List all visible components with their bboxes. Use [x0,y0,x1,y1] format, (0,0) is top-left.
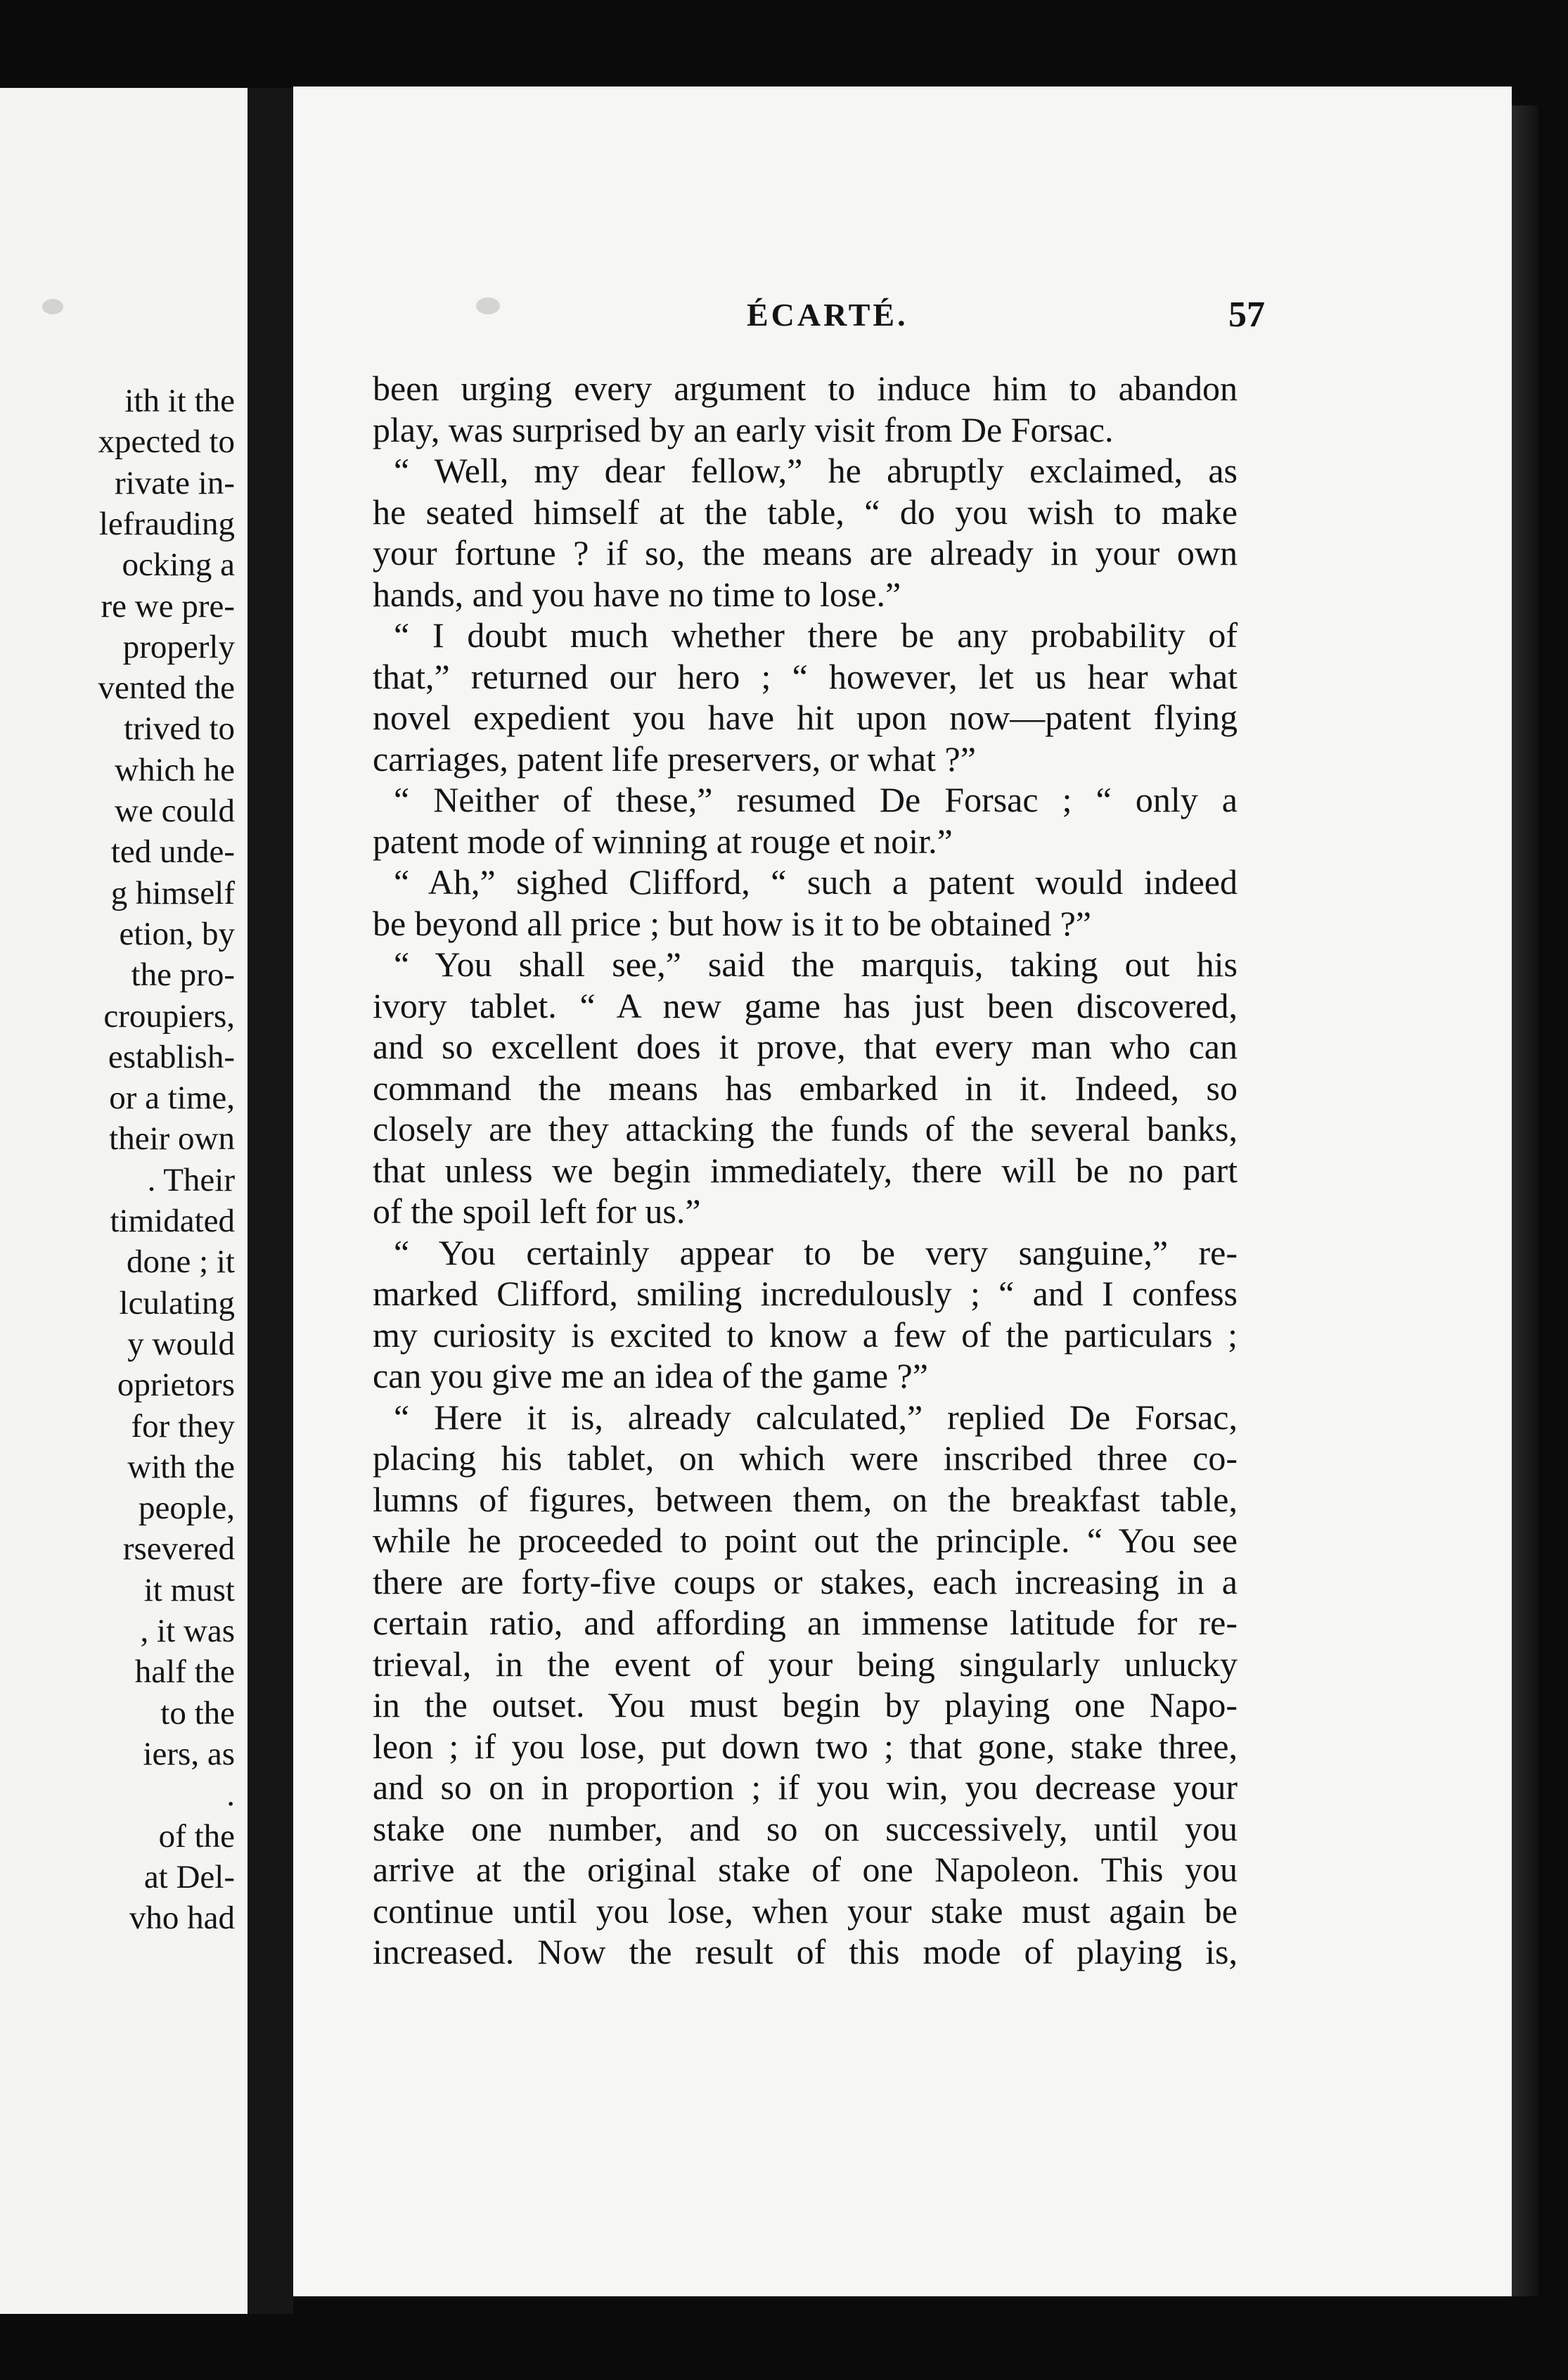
text-line: placing his tablet, on which were inscribed three co- [373,1438,1238,1478]
text-line: be beyond all price ; but how is it to be obtained ?” [373,903,1091,943]
text-line: hands, and you have no time to lose.” [373,574,901,614]
left-page-line: we could [115,793,235,829]
left-page-line: with the [127,1448,235,1485]
left-page-line: which he [115,751,235,788]
left-page-line: vented the [98,670,235,707]
text-line: in the outset. You must begin by playing one Napo- [373,1685,1238,1725]
left-page-line: lculating [119,1284,235,1322]
page-number: 57 [1228,295,1265,335]
left-page-fragment [0,88,248,2314]
left-page-line: re we pre- [101,587,235,625]
text-line: “ Neither of these,” resumed De Forsac ; “ only a [394,780,1238,819]
left-page-line: rsevered [122,1530,235,1568]
left-page-line: half the [134,1653,235,1691]
left-page-line: ocking a [122,546,235,584]
left-page-line: . Their [147,1161,235,1198]
left-page-line: properly [122,628,235,665]
text-line: closely are they attacking the funds of the several banks, [373,1109,1238,1149]
left-page-line: of the [158,1817,235,1855]
left-page-line: trived to [124,710,235,748]
text-line: been urging every argument to induce him to abandon [373,369,1238,408]
text-line: my curiosity is excited to know a few of the particulars ; [373,1314,1238,1355]
text-line: continue until you lose, when your stake must again be [373,1890,1238,1931]
text-line: your fortune ? if so, the means are already in your own [373,533,1238,572]
left-page-line: lefrauding [98,505,235,542]
text-line: “ You shall see,” said the marquis, taking out his [394,945,1238,984]
running-head: ÉCARTÉ. [747,297,908,333]
left-page-line: to the [160,1694,235,1732]
text-line: carriages, patent life preservers, or what ?” [373,738,976,779]
text-line: novel expedient you have hit upon now—patent flying [373,698,1238,737]
left-page-line: y would [127,1325,235,1362]
book-gutter [248,88,293,2314]
text-line: increased. Now the result of this mode of playing is, [373,1932,1238,1971]
left-page-line: xpected to [98,423,235,461]
left-page-line: . [226,1777,235,1814]
left-page-line: people, [138,1490,235,1527]
left-page-line: g himself [110,874,235,911]
text-line: leon ; if you lose, put down two ; that gone, stake three, [373,1726,1238,1766]
text-line: “ Ah,” sighed Clifford, “ such a patent would indeed [394,862,1238,902]
left-page-line: it must [143,1571,235,1608]
left-page-line: , it was [140,1613,235,1649]
text-line: certain ratio, and affording an immense latitude for re- [373,1603,1238,1642]
text-line: there are forty-five coups or stakes, each increasing in a [373,1561,1238,1601]
text-line: “ I doubt much whether there be any probability of [394,615,1238,655]
left-page-line: rivate in- [115,464,235,501]
left-page-line: at Del- [143,1858,235,1895]
text-line: patent mode of winning at rouge et noir.” [373,821,953,861]
text-line: marked Clifford, smiling incredulously ; “ and I confess [373,1274,1238,1313]
text-line: arrive at the original stake of one Napoleon. This you [373,1850,1238,1889]
text-line: stake one number, and so on successively, until you [373,1808,1238,1848]
left-page-line: or a time, [109,1080,235,1117]
left-page-line: oprietors [117,1367,235,1404]
text-line: he seated himself at the table, “ do you wish to make [373,492,1238,532]
text-line: “ Here it is, already calculated,” replied De Forsac, [394,1397,1238,1437]
ink-smudge [42,299,63,314]
left-page-line: ith it the [124,383,235,419]
text-line: play, was surprised by an early visit from De Forsac. [373,409,1114,449]
text-line: can you give me an idea of the game ?” [373,1356,928,1395]
page-header [293,290,1512,340]
text-line: ivory tablet. “ A new game has just been discovered, [373,985,1238,1025]
text-line: and so excellent does it prove, that every man who can [373,1027,1238,1066]
text-line: and so on in proportion ; if you win, you decrease your [373,1767,1238,1807]
right-page [293,87,1512,2296]
text-line: “ You certainly appear to be very sanguine,” re- [394,1232,1238,1272]
text-line: command the means has embarked in it. Indeed, so [373,1068,1238,1108]
page-edge-shadow [1512,105,1538,2296]
left-page-line: for they [131,1407,235,1445]
text-line: that,” returned our hero ; “ however, let us hear what [373,656,1238,696]
left-page-line: croupiers, [103,997,235,1035]
text-line: “ Well, my dear fellow,” he abruptly exclaimed, as [394,451,1238,490]
left-page-line: ted unde- [110,833,235,871]
text-line: lumns of figures, between them, on the breakfast table, [373,1479,1238,1519]
page-body-text [373,368,1238,1973]
text-line: of the spoil left for us.” [373,1191,701,1231]
text-line: that unless we begin immediately, there will be no part [373,1150,1238,1190]
left-page-line: their own [109,1120,235,1158]
left-page-line: vho had [129,1900,235,1937]
left-page-line: iers, as [143,1735,235,1772]
text-line: while he proceeded to point out the principle. “ You see [373,1521,1238,1560]
left-page-line: done ; it [126,1243,235,1281]
left-page-line: timidated [110,1203,235,1239]
ink-smudge [476,298,500,314]
left-page-line: the pro- [131,957,235,994]
left-page-line: establish- [108,1038,235,1075]
left-page-line: etion, by [119,915,235,952]
text-line: trieval, in the event of your being singularly unlucky [373,1644,1238,1684]
